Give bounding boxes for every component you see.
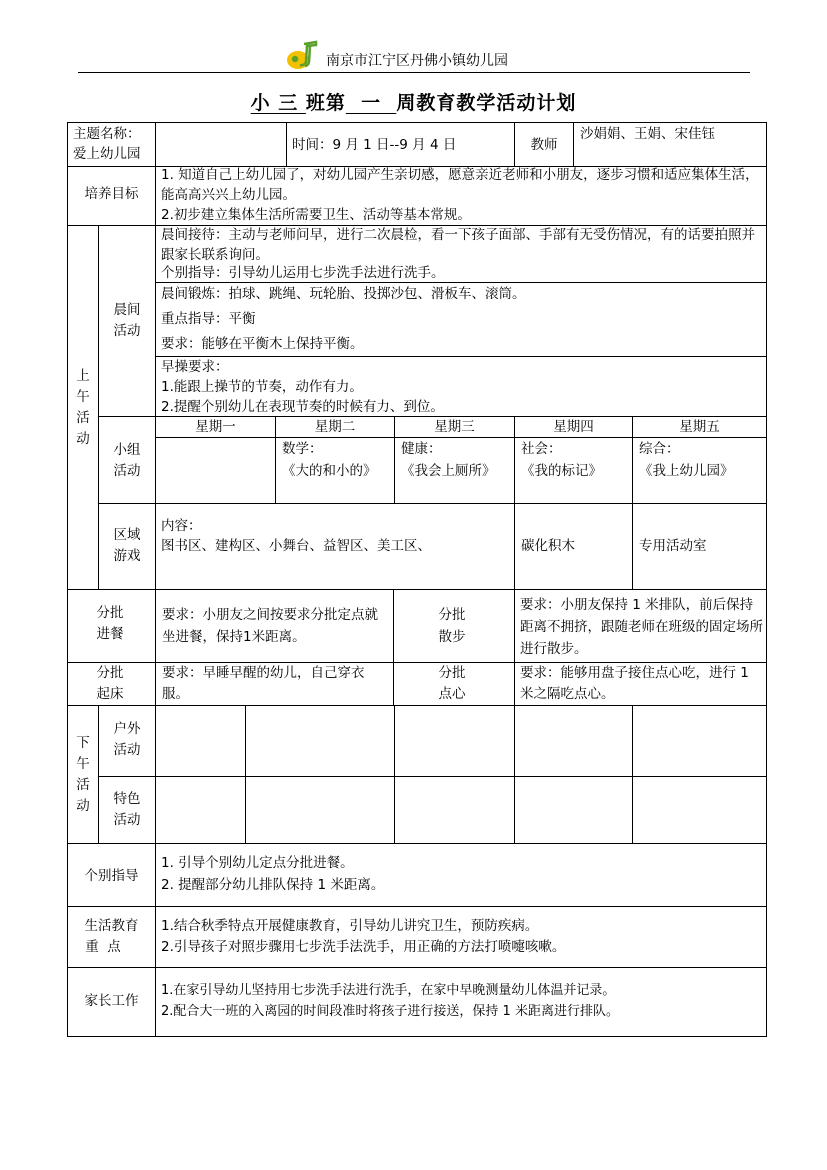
life-line-2: 2.引导孩子对照步骤用七步洗手法洗手，用正确的方法打喷嚏咳嗽。 (161, 939, 566, 955)
special-label: 特色活动 (113, 791, 141, 828)
group-fri-name: 《我上幼儿园》 (639, 463, 734, 479)
individual-line-1: 1. 引导个别幼儿定点分批进餐。 (161, 855, 354, 871)
goal-line-2: 2.初步建立集体生活所需要卫生、活动等基本常规。 (161, 207, 471, 223)
morning-exercise: 晨间锻炼：拍球、跳绳、玩轮胎、投掷沙包、滑板车、滚筒。 (161, 286, 526, 302)
group-wed-name: 《我会上厕所》 (401, 463, 496, 479)
group-wed-subject: 健康： (401, 441, 442, 457)
drill-line-2: 2.提醒个别幼儿在表现节奏的时候有力、到位。 (161, 399, 444, 415)
wake-label: 分批起床 (96, 665, 124, 702)
life-label-1: 生活教育 (84, 918, 139, 934)
title-mid2: 周教育教学活动计划 (396, 92, 577, 114)
morning-requirement: 要求：能够在平衡木上保持平衡。 (161, 336, 364, 352)
area-content-title: 内容： (161, 518, 202, 534)
group-tue-name: 《大的和小的》 (282, 463, 377, 479)
parents-line-1: 1.在家引导幼儿坚持用七步洗手法进行洗手，在家中早晚测量幼儿体温并记录。 (161, 983, 616, 998)
day-header-thu: 星期四 (553, 419, 594, 435)
drill-line-1: 1.能跟上操节的节奏，动作有力。 (161, 379, 363, 395)
teacher-label: 教师 (530, 137, 558, 153)
group-thu-name: 《我的标记》 (521, 463, 602, 479)
snack-label: 分批点心 (438, 665, 466, 702)
teacher-names: 沙娟娟、王娟、宋佳钰 (580, 126, 715, 142)
theme-time: 时间：9 月 1 日--9 月 4 日 (292, 137, 457, 153)
individual-label: 个别指导 (84, 868, 139, 884)
group-label: 小组活动 (113, 442, 141, 479)
outdoor-label: 户外活动 (113, 721, 141, 758)
area-thu: 碳化积木 (521, 538, 575, 554)
day-header-wed: 星期三 (434, 419, 475, 435)
week-number: 一 (345, 92, 397, 114)
area-content: 图书区、建构区、小舞台、益智区、美工区、 (161, 538, 431, 554)
day-header-mon: 星期一 (195, 419, 236, 435)
morning-focus: 重点指导：平衡 (161, 311, 256, 327)
afternoon-label: 下午活动 (76, 735, 90, 814)
walk-label: 分批散步 (438, 607, 466, 645)
area-label: 区域游戏 (113, 527, 141, 564)
day-header-fri: 星期五 (679, 419, 720, 435)
school-name: 南京市江宁区丹佛小镇幼儿园 (326, 53, 508, 69)
parents-label: 家长工作 (84, 993, 139, 1009)
snack-requirement: 要求：能够用盘子接住点心吃，进行 1 米之隔吃点心。 (520, 665, 749, 702)
class-name: 小 三 (250, 92, 306, 114)
parents-line-2: 2.配合大一班的入离园的时间段准时将孩子进行接送，保持 1 米距离进行排队。 (161, 1004, 619, 1019)
morning-guidance: 个别指导：引导幼儿运用七步洗手法进行洗手。 (161, 265, 445, 281)
drill-title: 早操要求： (161, 359, 229, 375)
morning-label: 上午活动 (76, 368, 90, 447)
theme-name: 主题名称：爱上幼儿园 (73, 126, 141, 162)
wake-requirement: 要求：早睡早醒的幼儿，自己穿衣服。 (162, 665, 365, 702)
area-fri: 专用活动室 (639, 538, 707, 554)
meal-requirement: 要求：小朋友之间按要求分批定点就坐进餐，保持1米距离。 (162, 607, 378, 645)
title-mid1: 班第 (305, 92, 346, 114)
goal-line-1: 1. 知道自己上幼儿园了，对幼儿园产生亲切感，愿意亲近老师和小朋友，逐步习惯和适应集体生活，能高高兴兴上幼儿园。 (161, 167, 759, 203)
meal-label: 分批进餐 (96, 605, 124, 642)
group-fri-subject: 综合： (639, 441, 680, 457)
morning-reception: 晨间接待：主动与老师问早，进行二次晨检，看一下孩子面部、手部有无受伤情况，有的话要拍照并跟家长联系询问。 (161, 227, 755, 263)
life-line-1: 1.结合秋季特点开展健康教育，引导幼儿讲究卫生，预防疾病。 (161, 918, 539, 934)
life-label-2: 重 点 (85, 939, 121, 955)
group-thu-subject: 社会： (521, 441, 562, 457)
day-header-tue: 星期二 (314, 419, 356, 435)
morning-sub-label: 晨间活动 (113, 302, 141, 339)
goals-label: 培养目标 (84, 186, 139, 202)
walk-requirement: 要求：小朋友保持 1 米排队，前后保持距离不拥挤，跟随老师在班级的固定场所进行散步。 (520, 597, 763, 657)
individual-line-2: 2. 提醒部分幼儿排队保持 1 米距离。 (161, 877, 385, 893)
group-tue-subject: 数学： (282, 441, 323, 457)
